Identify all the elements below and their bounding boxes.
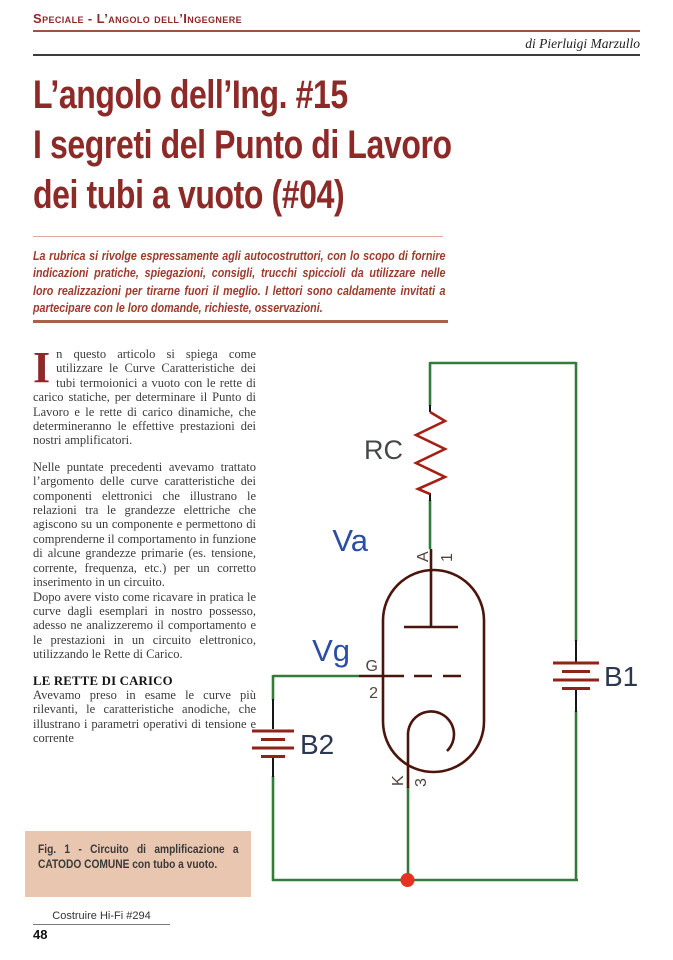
pin-stubs <box>273 405 576 777</box>
paragraph-4: Avevamo preso in esame le curve più rilevanti, le caratteristiche anodiche, che illustrano i parametri operativi di tensione e corrente <box>33 687 256 746</box>
kicker-rule <box>33 30 640 32</box>
paragraph-1-text: n questo articolo si spiega come utilizzare le Curve Caratteristiche dei tubi termoionici a vuoto con le rette di carico statiche, per determinare il Punto di Lavoro e le rette di carico dinamiche, che determineranno le effettive prestazioni dei nostri amplificatori. <box>33 347 256 448</box>
pin-label-g: G <box>365 658 378 675</box>
pin-label-2: 2 <box>369 685 378 702</box>
resistor-rc <box>416 412 445 494</box>
section-heading: LE RETTE DI CARICO <box>33 673 173 688</box>
intro-paragraph: La rubrica si rivolge espressamente agli autocostruttori, con lo scopo di fornire indicazioni pratiche, spiegazioni, consigli, trucchi spiccioli da utilizzare nelle loro realizzazioni per tirarne fuori il meglio. I lettori sono caldamente invitati a partecipare con le loro domande, richieste, osservazioni. <box>33 248 446 316</box>
tube-cathode <box>408 711 454 788</box>
pin-label-a: A <box>415 551 432 562</box>
page-title <box>33 70 556 220</box>
label-va: Va <box>332 523 368 558</box>
resistor-zigzag <box>416 412 445 494</box>
label-b1: B1 <box>604 661 639 692</box>
byline-rule <box>33 54 640 56</box>
article-column <box>33 343 256 746</box>
drop-cap: I <box>33 343 51 392</box>
paragraph-3: Dopo avere visto come ricavare in pratica le curve dagli esemplari in nostro possesso, adesso ne analizzeremo il comportamento e le prestazioni in un circuito elettronico, utilizzando le Rette di Carico. <box>33 589 256 662</box>
byline: di Pierluigi Marzullo <box>525 36 640 51</box>
footer-magazine: Costruire Hi-Fi #294 <box>52 910 151 922</box>
section-kicker: Speciale - L’angolo dell’Ingegnere <box>33 11 243 26</box>
pin-label-k: K <box>390 775 407 786</box>
title-line-2: I segreti del Punto di Lavoro <box>33 123 452 167</box>
footer-rule <box>33 924 170 925</box>
title-line-3: dei tubi a vuoto (#04) <box>33 173 345 217</box>
label-rc: RC <box>364 435 403 465</box>
figure-caption-box <box>25 831 251 897</box>
battery-b1-plates <box>553 663 599 689</box>
intro-rule-top <box>33 236 443 237</box>
page-number: 48 <box>33 927 48 942</box>
intro-rule-bottom <box>33 320 448 323</box>
tube-envelope <box>383 570 484 772</box>
junction-dot <box>401 873 415 887</box>
paragraph-1 <box>33 343 256 448</box>
title-line-1: L’angolo dell’Ing. #15 <box>33 73 348 117</box>
paragraph-2: Nelle puntate precedenti avevamo trattato l’argomento delle curve caratteristiche dei componenti elettronici che illustrano le relazioni tra le grandezze elettriche che agiscono su un componente e permettono di comprenderne il comportamento in funzione di alcune grandezze primarie (es. tensione, corrente, frequenza, etc.) per un corretto inserimento in un circuito. <box>33 459 256 590</box>
figure-caption: Fig. 1 - Circuito di amplificazione a CATODO COMUNE con tubo a vuoto. <box>38 842 239 871</box>
pin-label-1: 1 <box>439 553 456 562</box>
battery-b2-plates <box>252 731 294 757</box>
label-b2: B2 <box>300 729 335 760</box>
pin-label-3: 3 <box>413 778 430 787</box>
label-vg: Vg <box>312 633 350 668</box>
